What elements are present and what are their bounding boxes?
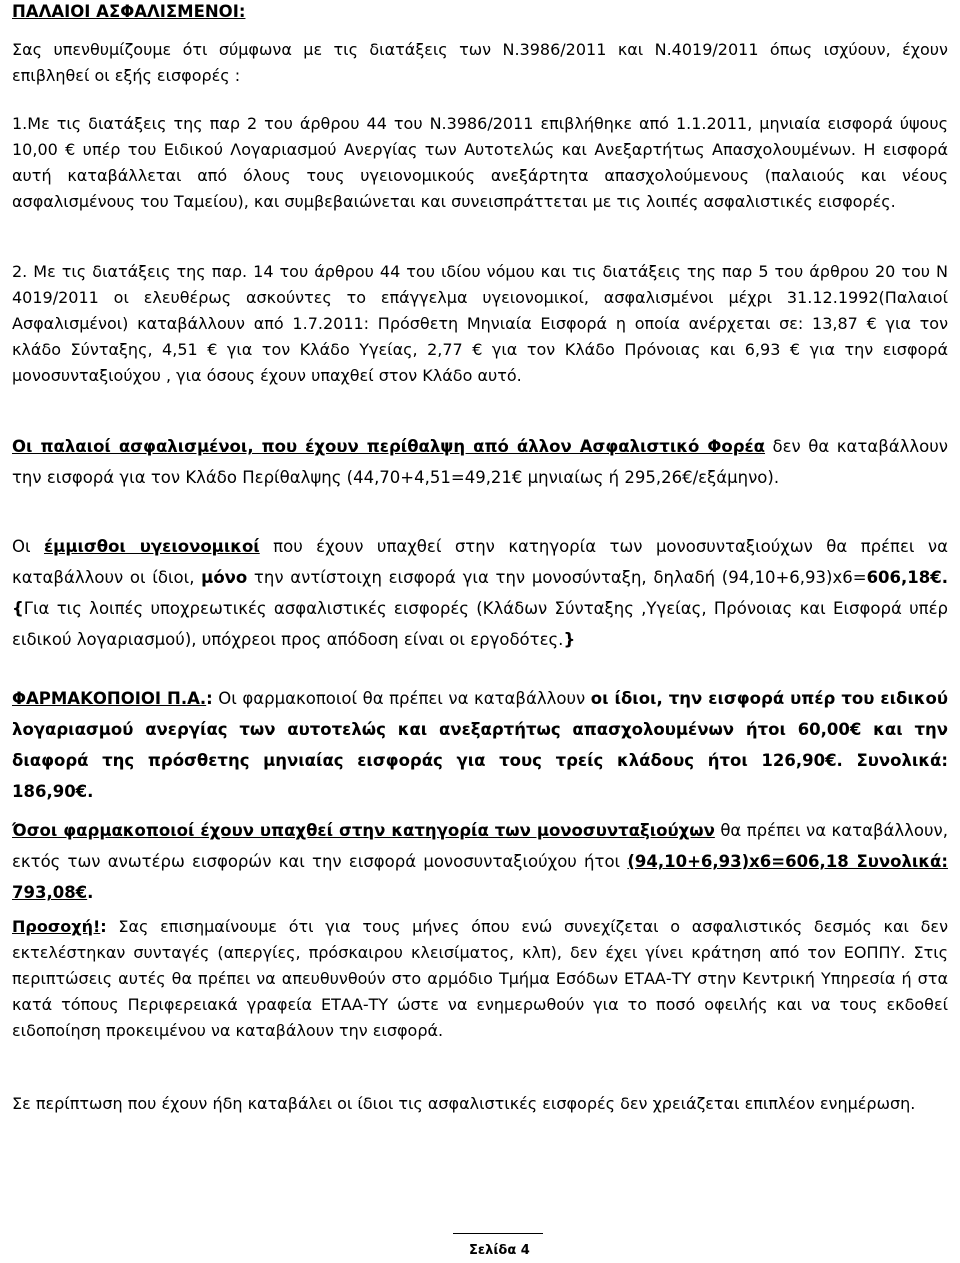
- pharmacists-mono-paragraph: [12, 815, 948, 908]
- salaried-only: μόνο: [201, 568, 248, 587]
- old-insured-paragraph: [12, 431, 948, 493]
- old-insured-emphasis: Οι παλαιοί ασφαλισμένοι, που έχουν περίθαλψη από άλλον Ασφαλιστικό Φορέα: [12, 437, 766, 456]
- pharmacists-paragraph: [12, 683, 948, 807]
- old-insured-rest: δεν θα καταβάλλουν την εισφορά για τον Κλάδο Περίθαλψης (44,70+4,51=49,21€ μηνιαίως ή 295,26€/εξάμηνο).: [12, 437, 948, 487]
- item-1-paragraph: [12, 111, 948, 215]
- intro-paragraph: [12, 37, 948, 89]
- attention-label: Προσοχή!: [12, 917, 101, 936]
- salaried-paragraph: [12, 531, 948, 655]
- footer-rule: [453, 1233, 543, 1234]
- salaried-text-4: Για τις λοιπές υποχρεωτικές ασφαλιστικές εισφορές (Κλάδων Σύνταξης ,Υγείας, Πρόνοιας και Εισφορά υπέρ ειδικού λογαριασμού), υπόχρεοι προς απόδοση είναι οι εργοδότες.: [12, 599, 948, 649]
- salaried-amount: 606,18€. {: [12, 568, 948, 618]
- pharmacists-bold-text: οι ίδιοι, την εισφορά υπέρ του ειδικού λογαριασμού ανεργίας των αυτοτελώς και ανεξαρτήτως απασχολουμένων ήτοι 60,00€ και την διαφορά της πρόσθετης μηνιαίας εισφοράς για τους τρείς κλάδους ήτοι 126,90€. Συνολικά: 186,90€.: [12, 689, 948, 801]
- pharmacists-text: Οι φαρμακοποιοί θα πρέπει να καταβάλλουν: [212, 689, 591, 708]
- attention-paragraph: [12, 914, 948, 1044]
- pharmacists-colon: :: [206, 689, 213, 708]
- pharmacists-mono-period: .: [87, 883, 94, 902]
- attention-text: Σας επισημαίνουμε ότι για τους μήνες όπου ενώ συνεχίζεται ο ασφαλιστικός δεσμός και δεν εκτελέστηκαν συνταγές (απεργίες, πρόσκαιρου κλεισίματος, κλπ), δεν έχει γίνει κράτηση από τον ΕΟΠΠΥ. Στις περιπτώσεις αυτές θα πρέπει να απευθυνθούν στο αρμόδιο Τμήμα Εσόδων ΕΤΑΑ-ΤΥ στην Κεντρική Υπηρεσία ή στα κατά τόπους Περιφερειακά γραφεία ΕΤΑΑ-ΤΥ ώστε να ενημερωθούν για το ποσό οφειλής και να τους εκδοθεί ειδοποίηση προκειμένου να καταβάλουν την εισφορά.: [12, 917, 948, 1040]
- attention-colon: :: [100, 917, 107, 936]
- pharmacists-label: ΦΑΡΜΑΚΟΠΟΙΟΙ Π.Α.: [12, 689, 207, 708]
- item-1-text: 1.Με τις διατάξεις της παρ 2 του άρθρου 44 του Ν.3986/2011 επιβλήθηκε από 1.1.2011, μηνιαία εισφορά ύψους 10,00 € υπέρ του Ειδικού Λογαριασμού Ανεργίας των Αυτοτελώς και Ανεξαρτήτως Απασχολουμένων. Η εισφορά αυτή καταβάλλεται από όλους τους υγειονομικούς ανεξάρτητα απασχολούμενους (παλαιούς και νέους ασφαλισμένους του Ταμείου), και συμβεβαιώνεται και συνεισπράττεται με τις λοιπές ασφαλιστικές εισφορές.: [12, 114, 948, 211]
- pharmacists-mono-emphasis: Όσοι φαρμακοποιοί έχουν υπαχθεί στην κατηγορία των μονοσυνταξιούχων: [12, 821, 715, 840]
- salaried-text-3: την αντίστοιχη εισφορά για την μονοσύνταξη, δηλαδή (94,10+6,93)x6=: [247, 568, 867, 587]
- salaried-emphasis: έμμισθοι υγειονομικοί: [44, 537, 260, 556]
- pharmacists-mono-amount: (94,10+6,93)x6=606,18 Συνολικά: 793,08€: [12, 852, 948, 902]
- item-2-paragraph: [12, 259, 948, 389]
- salaried-text-2: που έχουν υπαχθεί στην κατηγορία των μονοσυνταξιούχων θα πρέπει να καταβάλλουν οι ίδιοι,: [12, 537, 948, 587]
- item-2-text: 2. Με τις διατάξεις της παρ. 14 του άρθρου 44 του ιδίου νόμου και τις διατάξεις της παρ 5 του άρθρου 20 του Ν 4019/2011 οι ελευθέρως ασκούντες το επάγγελμα υγειονομικοί, ασφαλισμένοι μέχρι 31.12.1992(Παλαιοί Ασφαλισμένοι) καταβάλλουν από 1.7.2011: Πρόσθετη Μηνιαία Εισφορά η οποία ανέρχεται σε: 13,87 € για τον κλάδο Σύνταξης, 4,51 € για τον Κλάδο Υγείας, 2,77 € για τον Κλάδο Πρόνοιας και 6,93 € για την εισφορά μονοσυνταξιούχου , για όσους έχουν υπαχθεί στον Κλάδο αυτό.: [12, 262, 948, 385]
- section-heading: ΠΑΛΑΙΟΙ ΑΣΦΑΛΙΣΜΕΝΟΙ:: [12, 2, 246, 21]
- final-paragraph: [12, 1091, 948, 1117]
- salaried-text-1: Οι: [12, 537, 44, 556]
- salaried-brace: }: [563, 630, 576, 649]
- intro-text: Σας υπενθυμίζουμε ότι σύμφωνα με τις διατάξεις των Ν.3986/2011 και Ν.4019/2011 όπως ισχύουν, έχουν επιβληθεί οι εξής εισφορές :: [12, 40, 948, 85]
- page-number: Σελίδα 4: [469, 1243, 530, 1258]
- pharmacists-mono-text: θα πρέπει να καταβάλλουν, εκτός των ανωτέρω εισφορών και την εισφορά μονοσυνταξιούχου ήτοι: [12, 821, 948, 871]
- final-text: Σε περίπτωση που έχουν ήδη καταβάλει οι ίδιοι τις ασφαλιστικές εισφορές δεν χρειάζεται επιπλέον ενημέρωση.: [12, 1094, 916, 1113]
